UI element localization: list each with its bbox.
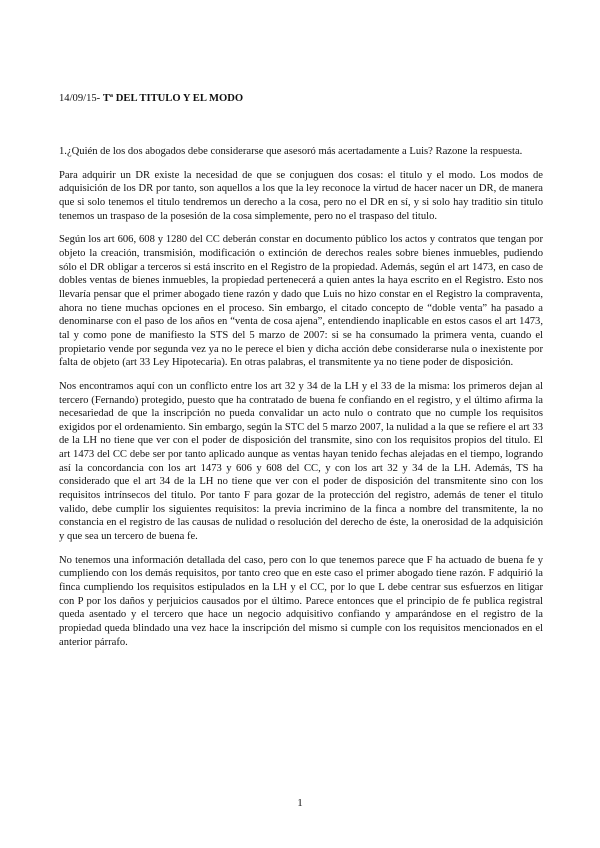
body-paragraph-1: Para adquirir un DR existe la necesidad de que se conjuguen dos cosas: el titulo y el modo. Los modos de adquisición de los DR por tanto, son aquellos a los que la ley reconoce la virtud de hacer nacer un DR, de manera que si solo tenemos el titulo tendremos un derecho a la cosa, pero no el DR en sí, y si solo hay traditio sin titulo tenemos un traspaso de la posesión de la cosa simplemente, pero no el traspaso del titulo. bbox=[59, 169, 543, 222]
document-header bbox=[59, 92, 243, 106]
question-paragraph: 1.¿Quién de los dos abogados debe considerarse que asesoró más acertadamente a Luis? Razone la respuesta. bbox=[59, 146, 523, 157]
body-paragraph-2: Según los art 606, 608 y 1280 del CC deberán constar en documento público los actos y contratos que tengan por objeto la creación, transmisión, modificación o extinción de derechos reales sobre bienes inmuebles, pudiendo sólo el DR obligar a terceros si está inscrito en el Registro de la propiedad. Además, según el art 1473, en caso de dobles ventas de bienes inmuebles, la propiedad pertenecerá a quien antes la haya escrito en el Registro. Esto nos llevaría pensar que el primer abogado tiene razón y dado que Luis no hizo constar en el Registro la compraventa, ahora no tiene muchas opciones en el proceso. Sin embargo, el citado concepto de “doble venta” ha pasado a denominarse con el paso de los años en “venta de cosa ajena”, entendiendo inaplicable en estos casos el art 1473, tal y como pone de manifiesto la STS del 5 marzo de 2007: si se ha consumado la primera venta, cuando el propietario vende por segunda vez ya no le perece el bien y dicha acción debe considerarse nula o inexistente por falta de objeto (art 33 Ley Hipotecaria). En otras palabras, el transmitente ya no tiene poder de disposición. bbox=[59, 234, 543, 369]
document-body bbox=[59, 145, 543, 659]
page-number: 1 bbox=[297, 797, 303, 809]
body-paragraph-4: No tenemos una información detallada del caso, pero con lo que tenemos parece que F ha actuado de buena fe y cumpliendo con los demás requisitos, por tanto creo que en este caso el primer abogado tiene razón. F adquirió la finca cumpliendo los requisitos estipulados en la LH y el CC, por lo que L debe centrar sus esfuerzos en litigar con P por los daños y perjuicios causados por el último. Parece entonces que el principio de fe publica registral queda asentado y el tercero que hace un negocio adquisitivo confiando y amparándose en el registro de la propiedad queda blindado una vez hace la inscripción del mismo si cumple con los requisitos mencionados en el anterior párrafo. bbox=[59, 554, 543, 648]
header-title: Tª DEL TITULO Y EL MODO bbox=[102, 93, 244, 104]
header-date: 14/09/15- bbox=[59, 93, 101, 104]
body-paragraph-3: Nos encontramos aquí con un conflicto entre los art 32 y 34 de la LH y el 33 de la misma: los primeros dejan al tercero (Fernando) protegido, puesto que ha contratado de buena fe confiando en el registro, y el último afirma la necesariedad de que la inscripción no pueda convalidar un acto nulo o contrato que no cumple los requisitos exigidos por el ordenamiento. Sin embargo, según la STC del 5 marzo 2007, la nulidad a la que se refiere el art 33 de la LH no tiene que ver con el poder de disposición del transmite, sino con los requisitos propios del titulo. El art 1473 del CC debe ser por tanto aplicado aunque as ventas hayan tenido fechas alejadas en el tiempo, logrando así la concordancia con los art 1473 y 606 y 608 del CC, y con los art 32 y 34 de la LH. Además, TS ha considerado que el art 34 de la LH no tiene que ver con el poder de disposición del transmitente sino con los requisitos intrínsecos del titulo. Por tanto F para gozar de la protección del registro, además de tener el titulo valido, debe cumplir los siguientes requisitos: la previa incrimino de la finca a nombre del transmitente, la no constancia en el registro de las causas de nulidad o resolución del derecho de éste, la onerosidad de la adquisición y que sea un tercero de buena fe. bbox=[59, 380, 543, 543]
